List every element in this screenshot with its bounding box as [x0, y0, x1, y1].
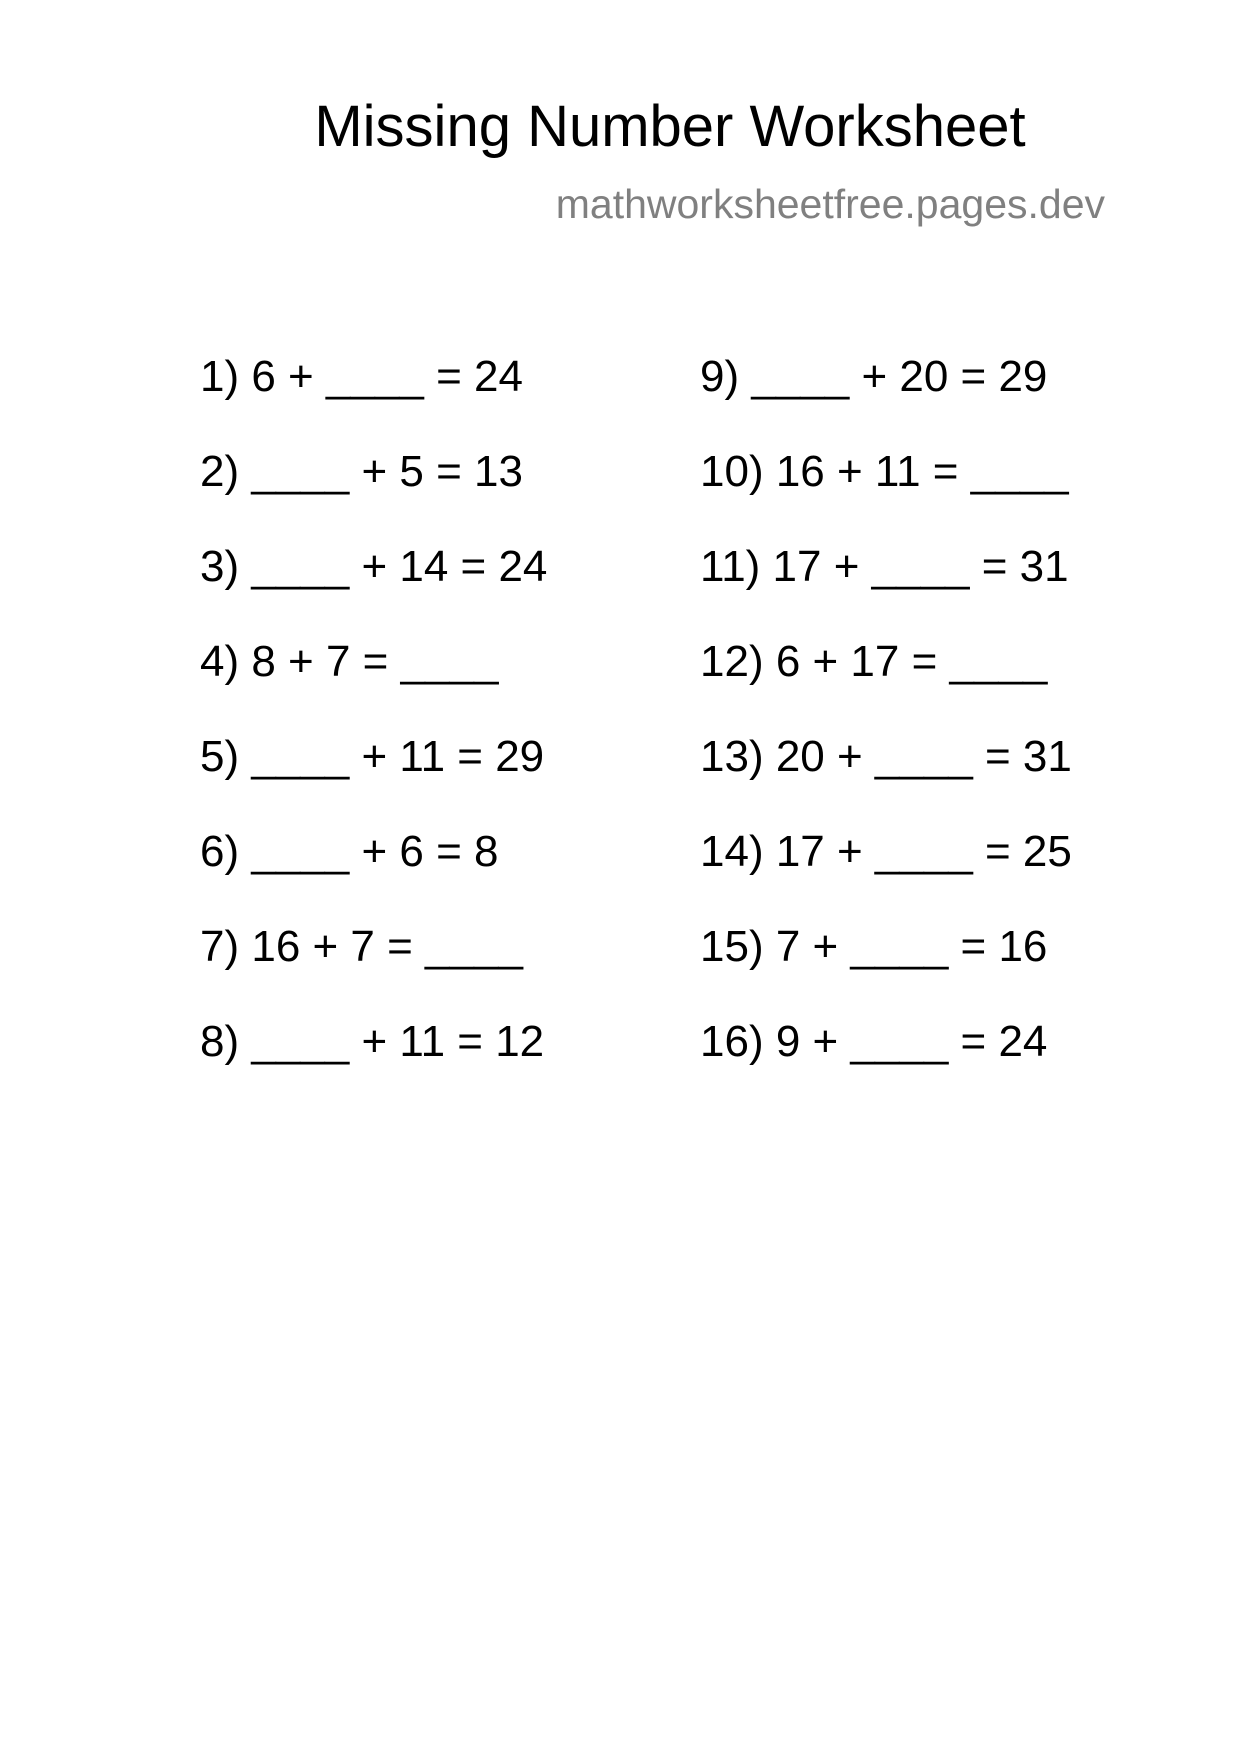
problem-3: 3) ____ + 14 = 24 — [200, 542, 548, 591]
problem-9: 9) ____ + 20 = 29 — [700, 352, 1048, 401]
problem-10: 10) 16 + 11 = ____ — [700, 447, 1069, 496]
problem-14: 14) 17 + ____ = 25 — [700, 827, 1072, 876]
problem-16: 16) 9 + ____ = 24 — [700, 1017, 1048, 1066]
problem-13: 13) 20 + ____ = 31 — [700, 732, 1072, 781]
problem-6: 6) ____ + 6 = 8 — [200, 827, 499, 876]
problem-11: 11) 17 + ____ = 31 — [700, 542, 1069, 591]
problem-4: 4) 8 + 7 = ____ — [200, 637, 499, 686]
problem-15: 15) 7 + ____ = 16 — [700, 922, 1048, 971]
problem-5: 5) ____ + 11 = 29 — [200, 732, 545, 781]
problem-1: 1) 6 + ____ = 24 — [200, 352, 523, 401]
problem-7: 7) 16 + 7 = ____ — [200, 922, 523, 971]
problem-2: 2) ____ + 5 = 13 — [200, 447, 523, 496]
page-title: Missing Number Worksheet — [314, 94, 1026, 159]
problem-12: 12) 6 + 17 = ____ — [700, 637, 1048, 686]
page-subtitle: mathworksheetfree.pages.dev — [555, 181, 1105, 227]
problem-8: 8) ____ + 11 = 12 — [200, 1017, 545, 1066]
